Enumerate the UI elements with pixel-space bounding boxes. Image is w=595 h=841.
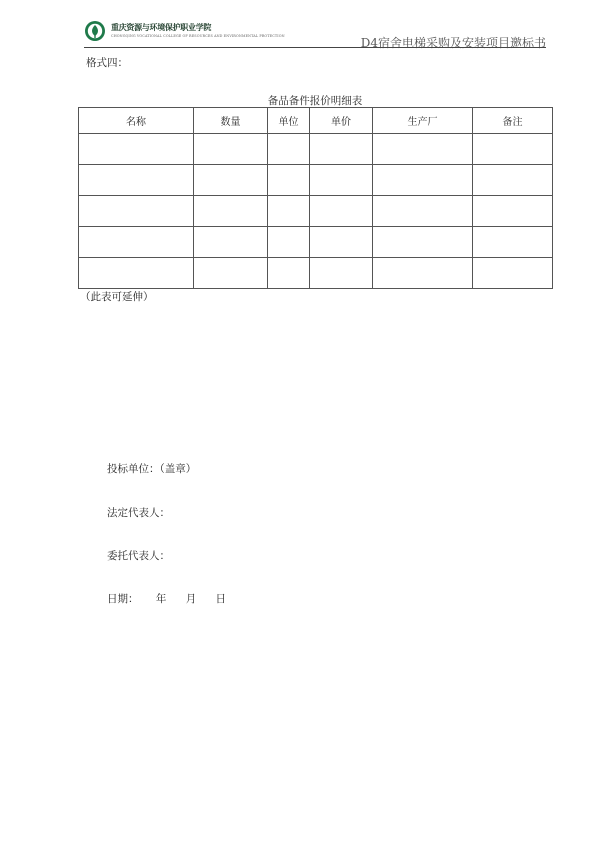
table-row [79,165,553,196]
authorized-representative-line: 委托代表人： [107,550,170,562]
table-cell [268,227,310,258]
table-cell [473,134,553,165]
column-header-unit: 单位 [268,108,310,134]
table-cell [79,196,194,227]
table-row [79,196,553,227]
date-day: 日 [215,593,227,605]
table-cell [373,227,473,258]
logo-subtitle: CHONGQING VOCATIONAL COLLEGE OF RESOURCES AND ENVIRONMENTAL PROTECTION [111,34,285,38]
table-cell [79,165,194,196]
format-label: 格式四： [86,57,128,69]
college-logo [84,20,285,46]
table-cell [310,165,373,196]
legal-representative-line: 法定代表人： [107,507,170,519]
college-emblem-icon [84,20,106,42]
table-cell [310,134,373,165]
table-cell [79,227,194,258]
table-cell [473,258,553,289]
date-month: 月 [185,593,197,605]
table-row [79,227,553,258]
bidder-unit-line: 投标单位：（盖章） [107,463,197,475]
table-cell [373,134,473,165]
table-cell [268,258,310,289]
table-header-row [79,108,553,134]
column-header-remarks: 备注 [473,108,553,134]
column-header-quantity: 数量 [194,108,268,134]
table-cell [79,134,194,165]
table-cell [194,258,268,289]
spare-parts-table [78,107,553,289]
column-header-unit-price: 单价 [310,108,373,134]
table-cell [373,165,473,196]
table-row [79,258,553,289]
document-title: D4宿舍电梯采购及安装项目邀标书 [360,36,546,50]
table-cell [194,196,268,227]
logo-name: 重庆资源与环境保护职业学院 [111,22,212,32]
table-cell [194,134,268,165]
date-label: 日期： [107,593,139,605]
table-cell [473,227,553,258]
column-header-manufacturer: 生产厂 [373,108,473,134]
table-cell [310,196,373,227]
table-cell [310,258,373,289]
header-divider [84,47,546,48]
column-header-name: 名称 [79,108,194,134]
table-cell [373,258,473,289]
table-cell [310,227,373,258]
date-line [107,591,226,606]
page-header [84,18,546,48]
table-cell [79,258,194,289]
table-cell [473,196,553,227]
table-cell [194,165,268,196]
table-row [79,134,553,165]
table-title: 备品备件报价明细表 [267,95,363,107]
table-cell [373,196,473,227]
table-cell [268,165,310,196]
table-cell [268,196,310,227]
table-cell [268,134,310,165]
table-cell [194,227,268,258]
table-cell [473,165,553,196]
table-extend-note: （此表可延伸） [80,291,154,303]
date-year: 年 [155,593,167,605]
